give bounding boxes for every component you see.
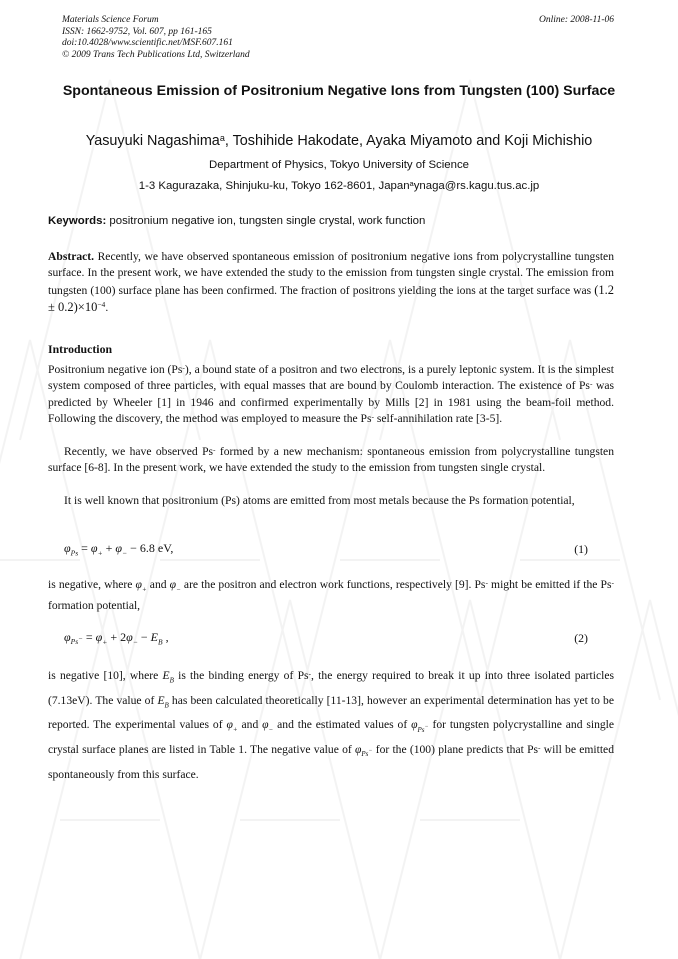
equation-1: $\varphi_{Ps} = \varphi_+ + \varphi_- - 6.8$ eV, [64, 541, 174, 558]
other-authors: , Toshihide Hakodate, Ayaka Miyamoto and Koji Michishio [224, 133, 593, 149]
doi: doi:10.4028/www.scientific.net/MSF.607.161 [62, 38, 233, 48]
intro-paragraph-2: Recently, we have observed Ps- formed by a new mechanism: spontaneous emission from polycrystalline tungsten surface [6-8]. In the present work, we have extended the study to the emission from tungsten single crystal. [48, 445, 614, 475]
paper-title: Spontaneous Emission of Positronium Negative Ions from Tungsten (100) Surface [62, 83, 616, 99]
first-author: Yasuyuki Nagashima [85, 133, 220, 149]
issn: ISSN: 1662-9752, Vol. 607, pp 161-165 [62, 26, 212, 37]
keywords-text: positronium negative ion, tungsten single crystal, work function [109, 215, 426, 227]
journal-header [62, 15, 250, 61]
abstract-text: Recently, we have observed spontaneous emission of positronium negative ions from polycrystalline tungsten surface. In the present work, we have extended the study to the emission from tungsten single crystal. The emission from tungsten (100) surface plane has been confirmed. The fraction of positrons yielding the ions at the target surface was [48, 250, 614, 297]
affiliation-address: 1-3 Kagurazaka, Shinjuku-ku, Tokyo 162-8601, Japan$^a$ynaga@rs.kagu.tus.ac.jp [138, 179, 540, 192]
equation-1-number: (1) [574, 542, 588, 556]
abstract-label: Abstract. [48, 250, 95, 263]
intro-paragraph-3: It is well known that positronium (Ps) atoms are emitted from most metals because the Ps formation potential, [64, 494, 575, 507]
author-mark: a [219, 133, 225, 143]
copyright: © 2009 Trans Tech Publications Ltd, Switzerland [62, 49, 250, 60]
email-link[interactable]: ynaga@rs.kagu.tus.ac.jp [413, 180, 540, 192]
abstract: Abstract. Recently, we have observed spontaneous emission of positronium negative ions from polycrystalline tungsten surface. In the present work, we have extended the study to the emission from tungsten single crystal. The emission from tungsten (100) surface plane has been confirmed. The fraction of positrons yielding the ions at the target surface was $(1.2 \pm 0.2)\times 10^{-4}$. [48, 250, 615, 315]
section-heading-introduction: Introduction [48, 342, 113, 356]
online-date: Online: 2008-11-06 [538, 15, 614, 25]
intro-paragraph-5: is negative [10], where $E_B$ is the binding energy of Ps-, the energy required to break it up into three isolated particles (7.13eV). The value of $E_B$ has been calculated theoretically [11-13], however an experimental determination has yet to be reported. The experimental values of $\varphi_+$ and $\varphi_-$ and the estimated values of $\varphi_{Ps^-}$ for tungsten polycrystalline and single crystal surface planes are listed in Table 1. The negative value of $\varphi_{Ps^-}$ for the (100) plane predicts that Ps- will be emitted spontaneously from this surface. [48, 669, 615, 781]
journal-name: Materials Science Forum [62, 15, 159, 25]
equation-2-number: (2) [574, 631, 588, 645]
affiliation-department: Department of Physics, Tokyo University of Science [209, 159, 469, 171]
author-list [20, 132, 658, 150]
keywords-label: Keywords: [48, 215, 107, 227]
keywords [48, 214, 425, 228]
abstract-value: $(1.2 \pm 0.2)\times 10^{-4}$ [48, 282, 615, 315]
equation-2: $\varphi_{Ps^-} = \varphi_+ + 2\varphi_- - E_B$ , [64, 630, 169, 647]
intro-paragraph-1: Positronium negative ion (Ps-), a bound state of a positron and two electrons, is a purely leptonic system. It is the simplest system composed of three particles, with equal masses that are bound by Coulomb interaction. The existence of Ps- was predicted by Wheeler [1] in 1946 and confirmed experimentally by Mills [2] in 1981 using the beam-foil method. Following the discovery, the method was employed to measure the Ps- self-annihilation rate [3-5]. [48, 363, 615, 426]
intro-paragraph-4: is negative, where $\varphi_+$ and $\varphi_-$ are the positron and electron work functions, respectively [9]. Ps- might be emitted if the Ps- formation potential, [48, 578, 615, 612]
